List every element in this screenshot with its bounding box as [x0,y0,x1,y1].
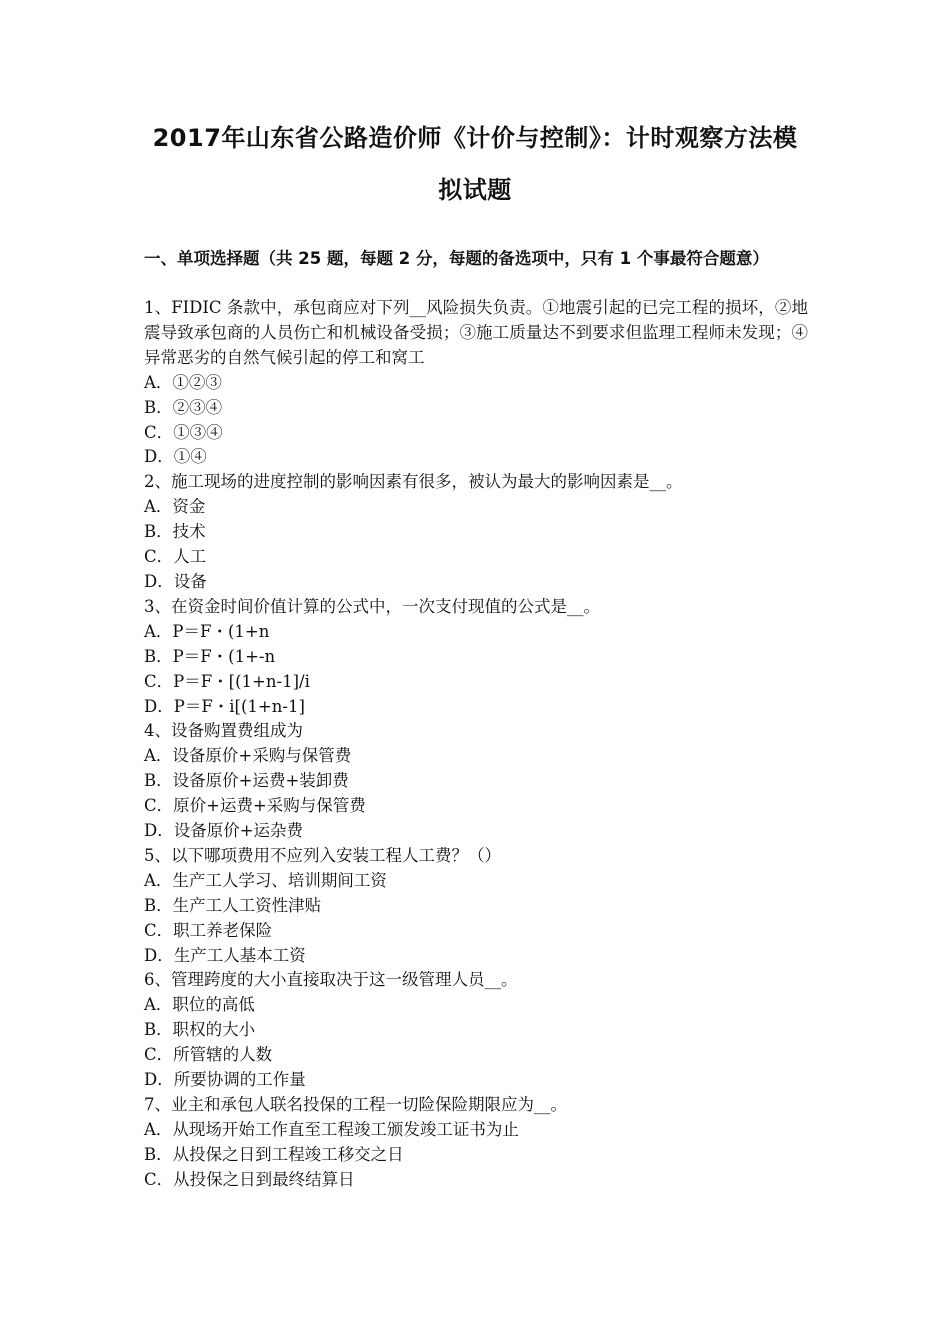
question-block [144,470,808,595]
answer-option: D．设备原价+运杂费 [144,821,304,841]
answer-option: D．所要协调的工作量 [144,1070,306,1090]
question-stem: 5、以下哪项费用不应列入安装工程人工费？（） [144,845,501,865]
question-block [144,844,808,969]
question-stem: 6、管理跨度的大小直接取决于这一级管理人员__。 [144,970,518,990]
question-block [144,1093,808,1193]
answer-option: B．设备原价+运费+装卸费 [144,771,349,791]
answer-option: C．从投保之日到最终结算日 [144,1169,355,1189]
answer-option: C．①③④ [144,422,223,442]
answer-option: C．原价+运费+采购与保管费 [144,796,366,816]
answer-option: A．P＝F・(1+n [144,621,270,641]
question-stem: 2、施工现场的进度控制的影响因素有很多，被认为最大的影响因素是__。 [144,472,683,492]
answer-option: D．①④ [144,447,207,467]
answer-option: B．从投保之日到工程竣工移交之日 [144,1144,404,1164]
answer-option: C．所管辖的人数 [144,1045,273,1065]
question-stem: 4、设备购置费组成为 [144,721,303,741]
answer-option: C．人工 [144,547,207,567]
question-block [144,595,808,720]
question-stem: 7、业主和承包人联名投保的工程一切险保险期限应为__。 [144,1095,567,1114]
document-title [138,112,812,216]
answer-option: B．职权的大小 [144,1020,256,1040]
answer-option: B．生产工人工资性津贴 [144,895,322,915]
answer-option: B．技术 [144,522,206,542]
answer-option: A．职位的高低 [144,995,255,1015]
answer-option: D．P＝F・i[(1+n-1] [144,696,305,716]
question-block [144,968,808,1093]
answer-option: A．设备原价+采购与保管费 [144,746,352,766]
answer-option: D．设备 [144,571,207,591]
title-line-2: 拟试题 [438,176,512,204]
answer-option: A．①②③ [144,372,222,392]
question-block [144,296,808,470]
answer-option: B．P＝F・(1+-n [144,646,276,666]
question-stem: 3、在资金时间价值计算的公式中，一次支付现值的公式是__。 [144,596,600,616]
answer-option: D．生产工人基本工资 [144,945,306,965]
answer-option: C．职工养老保险 [144,920,273,940]
answer-option: C．P＝F・[(1+n-1]/i [144,671,310,691]
question-stem: 1、FIDIC 条款中，承包商应对下列__风险损失负责。①地震引起的已完工程的损坏，②地震导致承包商的人员伤亡和机械设备受损；③施工质量达不到要求但监理工程师未发现；④异常恶劣的自然气候引起的停工和窝工 [144,298,808,367]
question-block [144,719,808,844]
answer-option: B．②③④ [144,397,223,417]
question-list [144,296,808,1193]
answer-option: A．从现场开始工作直至工程竣工颁发竣工证书为止 [144,1119,519,1139]
section-heading: 一、单项选择题（共 25 题，每题 2 分，每题的备选项中，只有 1 个事最符合题意） [144,249,769,268]
title-line-1: 2017年山东省公路造价师《计价与控制》：计时观察方法模 [152,124,798,152]
answer-option: A．资金 [144,497,206,517]
answer-option: A．生产工人学习、培训期间工资 [144,870,387,890]
